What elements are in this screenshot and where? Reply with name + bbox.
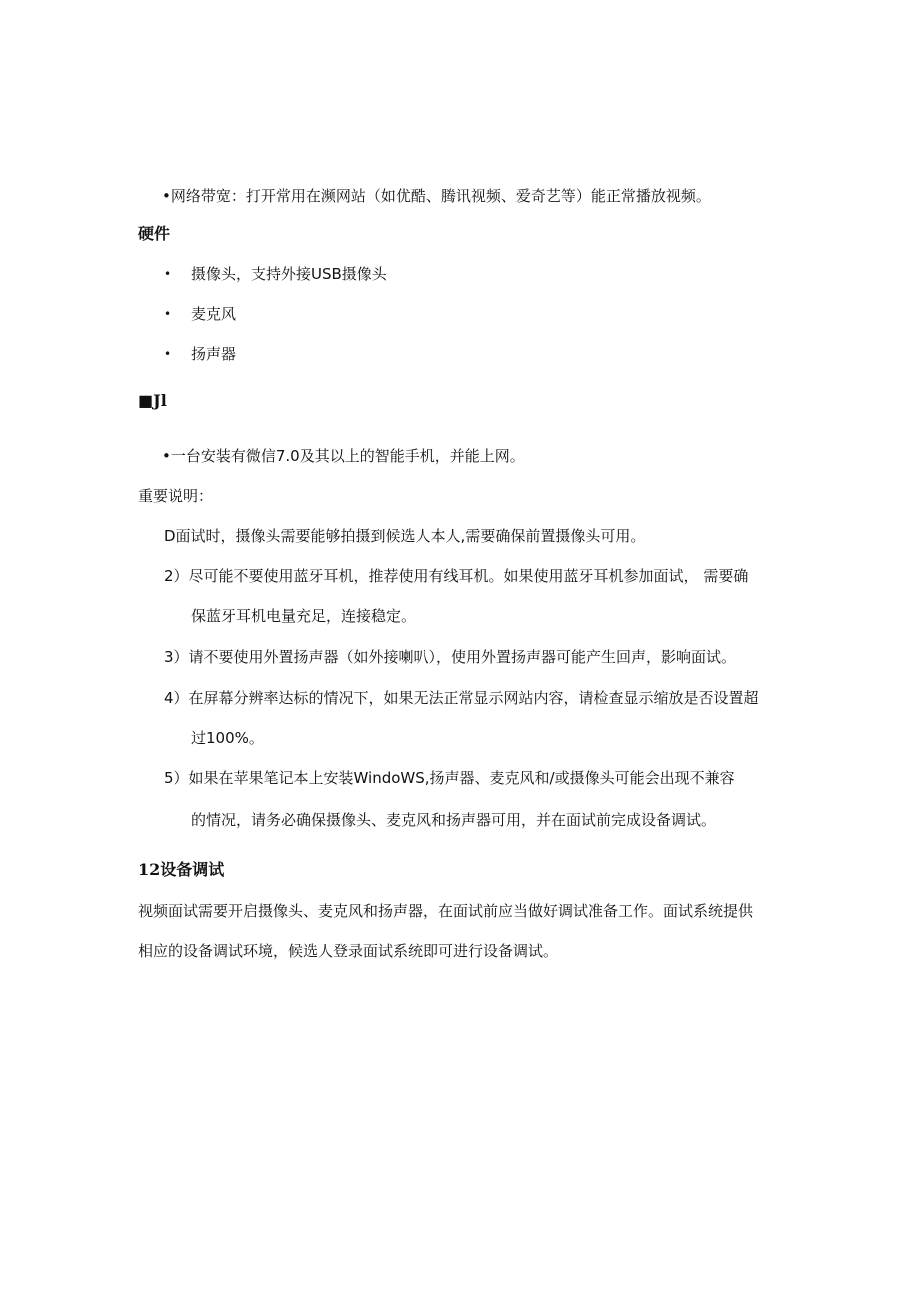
note-item-2-line-1: 2）尽可能不要使用蓝牙耳机，推荐使用有线耳机。如果使用蓝牙耳机参加面试， 需要确 xyxy=(164,567,749,585)
note-item-1: D面试时，摄像头需要能够拍摄到候选人本人,需要确保前置摄像头可用。 xyxy=(164,527,646,545)
hardware-heading: 硬件 xyxy=(138,224,171,243)
note-item-4-line-1: 4）在屏幕分辨率达标的情况下，如果无法正常显示网站内容，请检查显示缩放是否设置超 xyxy=(164,689,759,707)
note-item-5-line-1: 5）如果在苹果笔记本上安装WindoWS,扬声器、麦克风和/或摄像头可能会出现不兼容 xyxy=(164,769,735,787)
device-debug-para-line-1: 视频面试需要开启摄像头、麦克风和扬声器，在面试前应当做好调试准备工作。面试系统提供 xyxy=(138,902,754,920)
note-item-5-line-2: 的情况，请务必确保摄像头、麦克风和扬声器可用，并在面试前完成设备调试。 xyxy=(191,811,717,829)
network-bandwidth-text: •网络带宽：打开常用在濒网站（如优酷、腾讯视频、爱奇艺等）能正常播放视频。 xyxy=(162,187,711,205)
note-item-2-line-2: 保蓝牙耳机电量充足，连接稳定。 xyxy=(191,607,417,625)
notes-title: 重要说明： xyxy=(138,487,214,505)
device-debug-para-line-2: 相应的设备调试环境，候选人登录面试系统即可进行设备调试。 xyxy=(138,942,559,960)
phone-requirement-text: •一台安装有微信7.0及其以上的智能手机，并能上网。 xyxy=(162,447,525,465)
bullet-icon: • xyxy=(164,347,172,361)
phone-section-heading: ■Jl xyxy=(138,391,167,410)
hardware-item-speaker: 扬声器 xyxy=(191,345,237,363)
hardware-item-microphone: 麦克风 xyxy=(191,305,237,323)
note-item-4-line-2: 过100%。 xyxy=(191,729,264,747)
note-item-3: 3）请不要使用外置扬声器（如外接喇叭），使用外置扬声器可能产生回声，影响面试。 xyxy=(164,648,737,666)
bullet-icon: • xyxy=(164,267,172,281)
hardware-item-camera: 摄像头，支持外接USB摄像头 xyxy=(191,265,387,283)
bullet-icon: • xyxy=(164,307,172,321)
device-debug-heading: 12设备调试 xyxy=(138,860,225,879)
